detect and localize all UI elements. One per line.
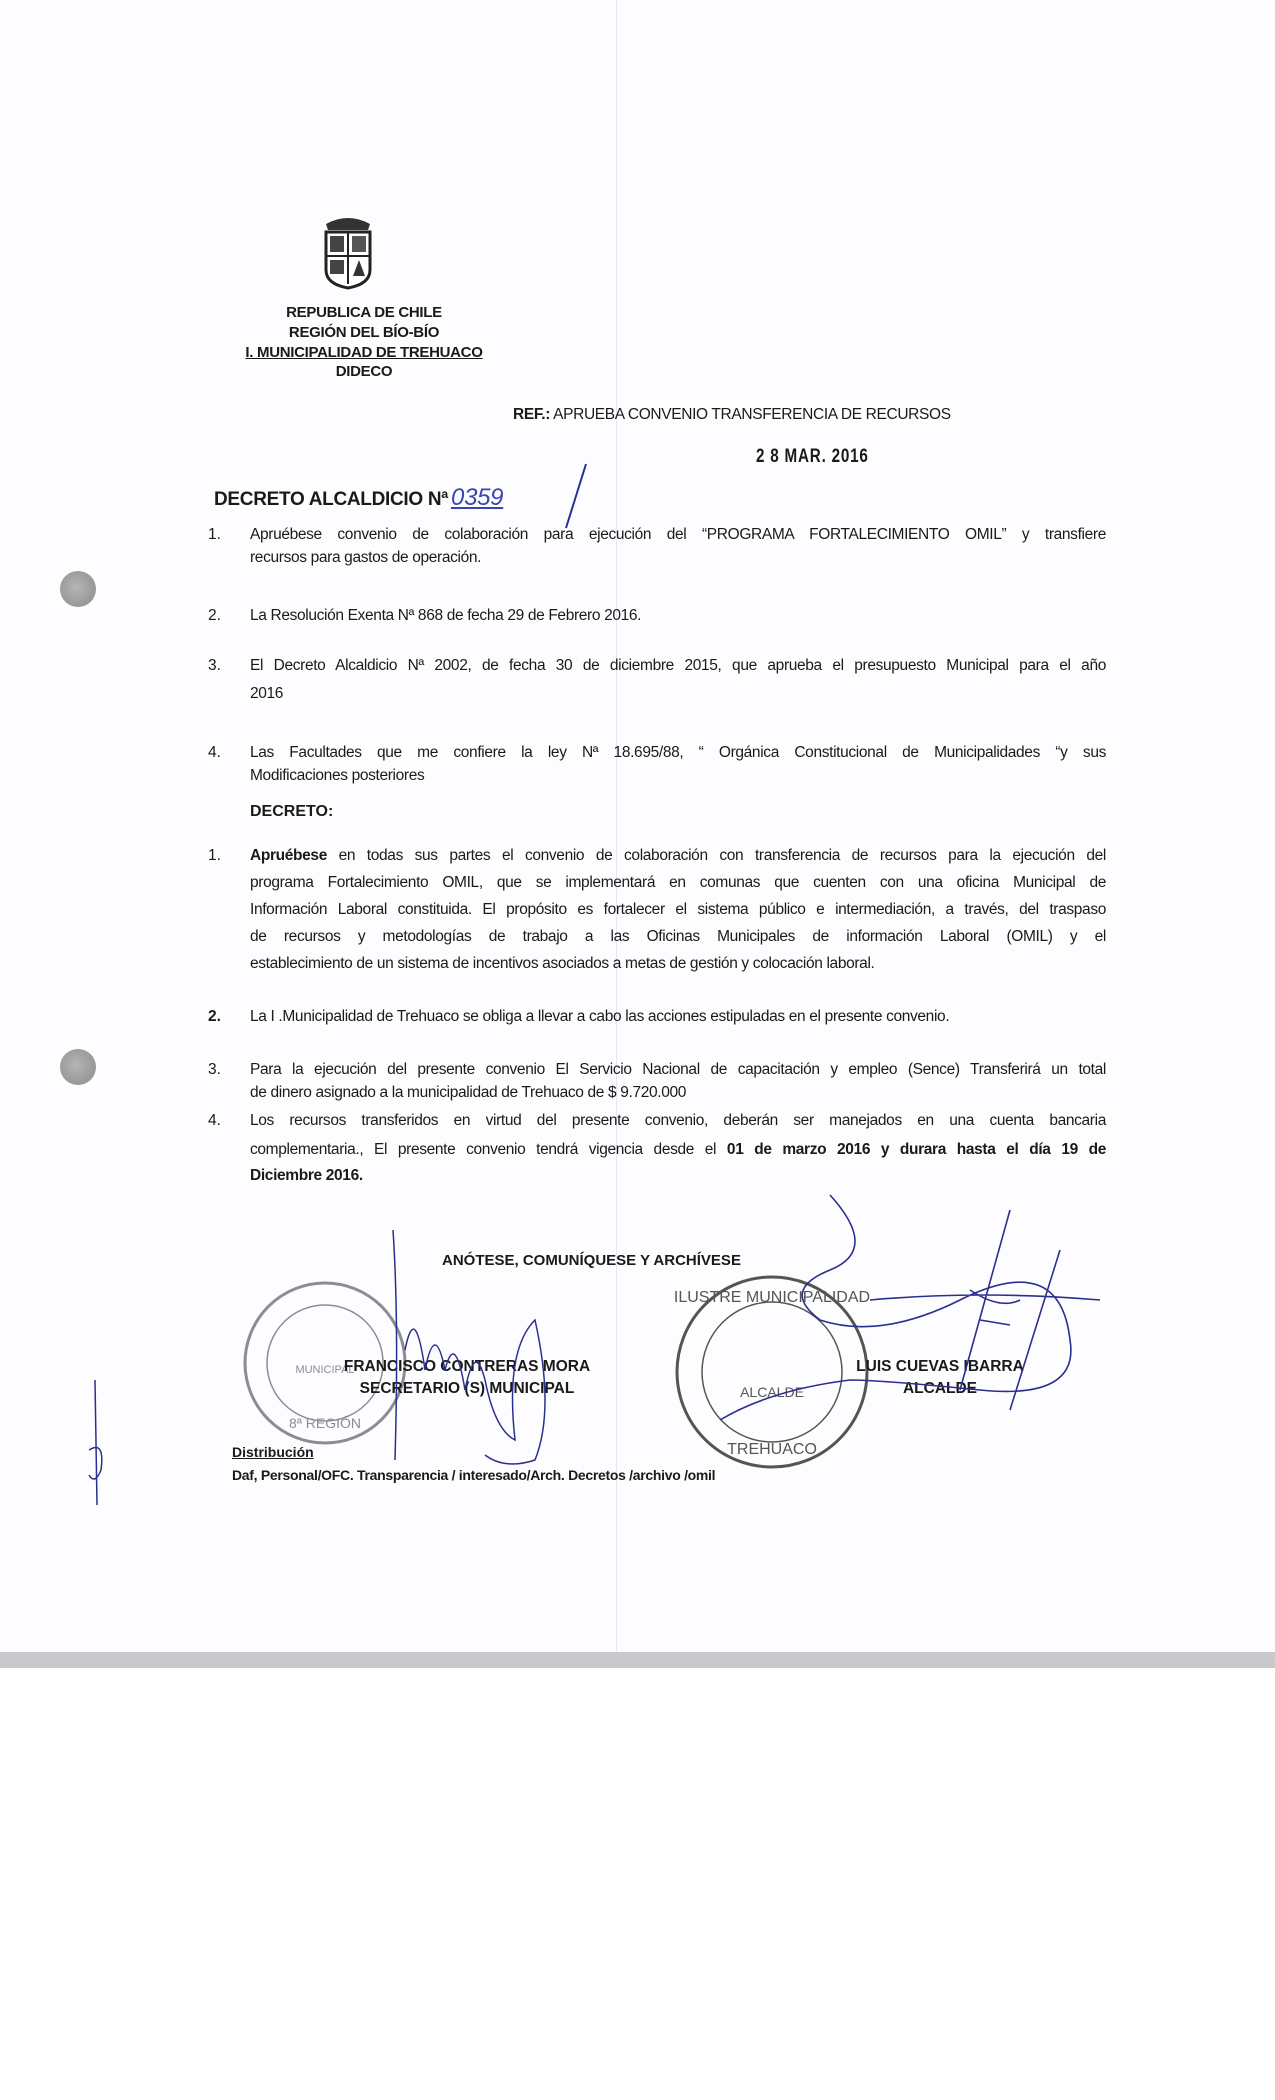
item-line: Para la ejecución del presente convenio El Servicio Nacional de capacitación y empleo (Sence) Transferirá un total xyxy=(250,1061,1106,1078)
mayor-name: LUIS CUEVAS IBARRA xyxy=(856,1358,1024,1375)
svg-text:ILUSTRE MUNICIPALIDAD: ILUSTRE MUNICIPALIDAD xyxy=(673,1289,871,1306)
item-line: Modificaciones posteriores xyxy=(250,767,425,784)
header-country: REPUBLICA DE CHILE xyxy=(286,304,442,321)
item-number: 3. xyxy=(208,657,221,674)
svg-text:TREHUACO: TREHUACO xyxy=(727,1441,817,1458)
distribution-bold: /omil xyxy=(684,1467,716,1483)
item-line: La I .Municipalidad de Trehuaco se obliga a llevar a cabo las acciones estipuladas en el presente convenio. xyxy=(250,1008,950,1025)
item-line xyxy=(250,1141,1106,1159)
item-number: 4. xyxy=(208,1112,221,1129)
item-line: establecimiento de un sistema de incentivos asociados a metas de gestión y colocación laboral. xyxy=(250,955,875,972)
distribution-label: Distribución xyxy=(232,1444,314,1460)
handwritten-slash xyxy=(560,462,590,532)
secretary-title: SECRETARIO (S) MUNICIPAL xyxy=(359,1380,575,1397)
margin-mark xyxy=(85,1380,115,1510)
item-line: La Resolución Exenta Nª 868 de fecha 29 de Febrero 2016. xyxy=(250,607,642,624)
line-text: complementaria., El presente convenio tendrá vigencia desde el xyxy=(250,1141,727,1158)
item-line: Información Laboral constituida. El propósito es fortalecer el sistema público e intermediación, a través, del traspaso xyxy=(250,901,1106,918)
decree-number: 0359 xyxy=(451,484,504,511)
item-line: programa Fortalecimiento OMIL, que se implementará en comunas que cuenten con una oficina Municipal de xyxy=(250,874,1106,891)
item-line: de recursos y metodologías de trabajo a las Oficinas Municipales de información Laboral (OMIL) y el xyxy=(250,928,1106,945)
svg-text:8ª REGIÓN: 8ª REGIÓN xyxy=(288,1415,362,1431)
svg-text:MUNICIPAL: MUNICIPAL xyxy=(295,1364,355,1376)
closing-formula: ANÓTESE, COMUNÍQUESE Y ARCHÍVESE xyxy=(442,1252,741,1269)
item-number: 2. xyxy=(208,1008,221,1025)
decreto-heading: DECRETO: xyxy=(250,803,334,820)
item-line: Apruébese convenio de colaboración para ejecución del “PROGRAMA FORTALECIMIENTO OMIL” y transfiere xyxy=(250,526,1106,543)
item-line: recursos para gastos de operación. xyxy=(250,549,482,566)
punch-hole xyxy=(60,571,96,607)
item-line: Los recursos transferidos en virtud del presente convenio, deberán ser manejados en una cuenta bancaria xyxy=(250,1112,1106,1129)
header-municipality: I. MUNICIPALIDAD DE TREHUACO xyxy=(245,344,483,361)
distribution-text: Daf, Personal/OFC. Transparencia / interesado/Arch. Decretos /archivo xyxy=(232,1467,685,1483)
item-line xyxy=(250,847,1106,865)
item-number: 3. xyxy=(208,1061,221,1078)
svg-text:ALCALDE: ALCALDE xyxy=(740,1384,804,1400)
header-department: DIDECO xyxy=(335,363,393,380)
line-text: en todas sus partes el convenio de colaboración con transferencia de recursos para la ejecución del xyxy=(326,847,1106,864)
item-number: 1. xyxy=(208,526,221,543)
item-line: Las Facultades que me confiere la ley Nª 18.695/88, “ Orgánica Constitucional de Municipalidades “y sus xyxy=(250,744,1106,761)
mayor-signature xyxy=(680,1190,1120,1430)
date-stamp: 2 8 MAR. 2016 xyxy=(756,446,869,467)
secretary-signature xyxy=(385,1230,625,1470)
item-line: 2016 xyxy=(250,685,284,702)
secretary-name: FRANCISCO CONTRERAS MORA xyxy=(343,1358,591,1375)
decree-label: DECRETO ALCALDICIO Nª xyxy=(214,489,449,510)
item-number: 1. xyxy=(208,847,221,864)
punch-hole xyxy=(60,1049,96,1085)
item-number: 4. xyxy=(208,744,221,761)
item-line: El Decreto Alcaldicio Nª 2002, de fecha 30 de diciembre 2015, que aprueba el presupuesto Municipal para el año xyxy=(250,657,1106,674)
scan-edge xyxy=(0,1652,1275,1668)
bold-lead: Apruébese xyxy=(250,847,327,864)
reference xyxy=(513,406,951,424)
item-number: 2. xyxy=(208,607,221,624)
coat-of-arms-icon xyxy=(320,214,376,290)
bold-tail: 01 de marzo 2016 y durara hasta el día 19 de xyxy=(726,1141,1107,1158)
decree-title xyxy=(214,484,503,512)
item-line: de dinero asignado a la municipalidad de Trehuaco de $ 9.720.000 xyxy=(250,1084,687,1101)
header-region: REGIÓN DEL BÍO-BÍO xyxy=(288,324,440,341)
ref-text: APRUEBA CONVENIO TRANSFERENCIA DE RECURSOS xyxy=(553,406,951,423)
mayor-title: ALCALDE xyxy=(902,1380,978,1397)
ref-label: REF.: xyxy=(513,406,551,423)
distribution-list xyxy=(232,1467,715,1483)
item-line: Diciembre 2016. xyxy=(250,1167,363,1184)
